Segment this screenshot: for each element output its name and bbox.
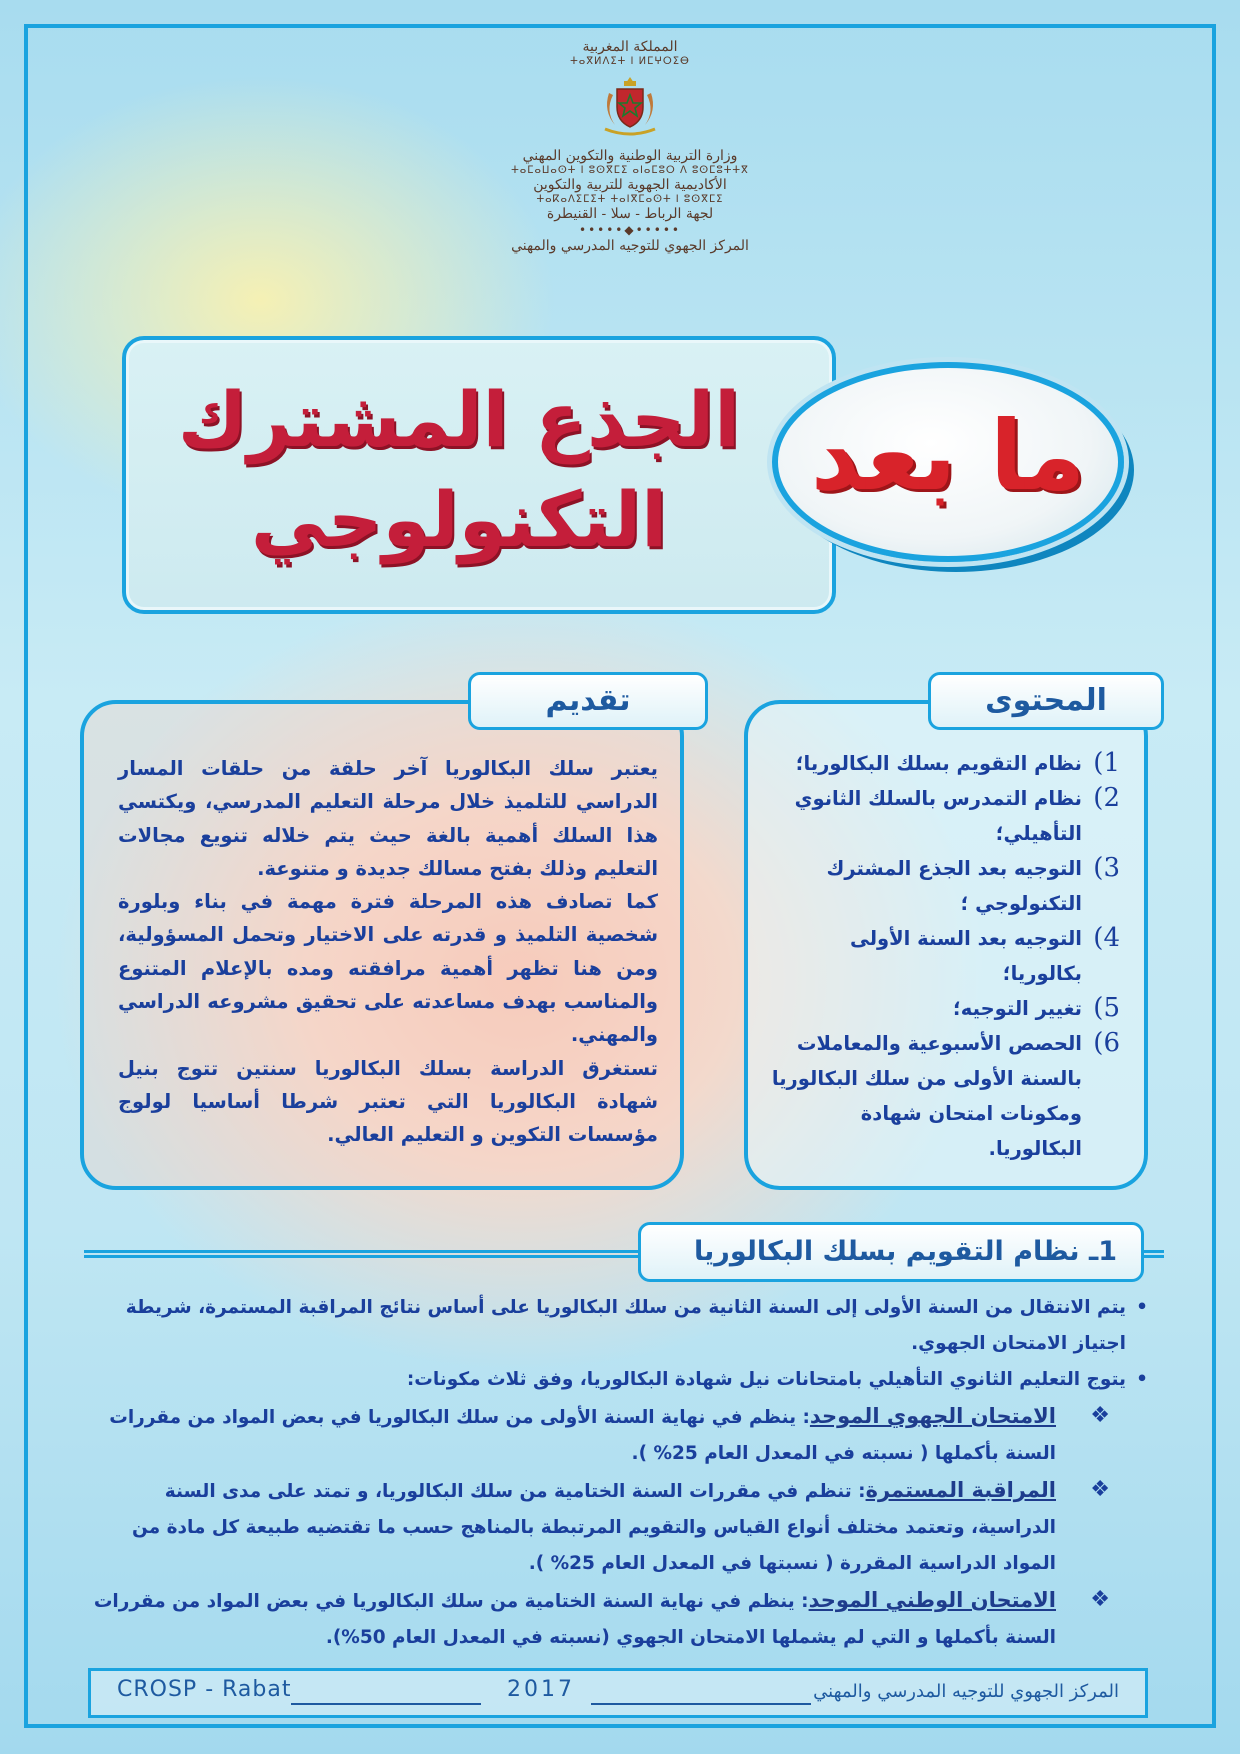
list-item-number: 2) xyxy=(1093,783,1120,813)
component-item xyxy=(92,1398,1152,1472)
list-item xyxy=(770,746,1120,781)
list-item xyxy=(770,921,1120,991)
intro-heading: تقديم xyxy=(468,672,708,730)
contents-heading: المحتوى xyxy=(928,672,1164,730)
component-label: المراقبة المستمرة xyxy=(865,1478,1056,1502)
list-item xyxy=(770,1026,1120,1166)
header-ornament: •••••◆••••• xyxy=(578,223,681,237)
list-item-number: 1) xyxy=(1093,748,1120,778)
region-name: لجهة الرباط - سلا - القنيطرة xyxy=(546,206,714,222)
intro-text xyxy=(118,752,658,1152)
list-item-text: التوجيه بعد السنة الأولى بكالوريا؛ xyxy=(849,927,1082,985)
contents-list xyxy=(770,746,1120,1166)
component-text: : ينظم في نهاية السنة الختامية من سلك البكالوريا في بعض المواد من مقررات السنة بأكملها و التي لم يشملها الامتحان الجهوي (نسبته في المعدل العام 50%). xyxy=(93,1591,1056,1648)
header xyxy=(480,38,780,255)
footer-rule xyxy=(291,1703,481,1705)
diamond-bullet-icon: ❖ xyxy=(1090,1587,1110,1612)
component-label: الامتحان الوطني الموحد xyxy=(808,1588,1056,1612)
academy-name: الأكاديمية الجهوية للتربية والتكوين xyxy=(533,177,727,193)
list-item xyxy=(770,851,1120,921)
section-1-body xyxy=(92,1290,1152,1656)
kingdom-name: المملكة المغربية xyxy=(582,39,678,55)
main-title xyxy=(126,370,792,570)
bullet-item: • يتم الانتقال من السنة الأولى إلى السنة الثانية من سلك البكالوريا على أساس نتائج المراقبة المستمرة، شريطة اجتياز الامتحان الجهوي. xyxy=(92,1290,1152,1362)
component-text: : ينظم في نهاية السنة الأولى من سلك البكالوريا في بعض المواد من مقررات السنة بأكملها ( نسبته في المعدل العام 25% ). xyxy=(109,1407,1056,1464)
component-label: الامتحان الجهوي الموحد xyxy=(809,1404,1056,1428)
diamond-bullet-icon: ❖ xyxy=(1090,1477,1110,1502)
royal-emblem-icon xyxy=(595,71,665,137)
list-item-number: 5) xyxy=(1093,993,1120,1023)
list-item-number: 3) xyxy=(1093,853,1120,883)
ministry-name: وزارة التربية الوطنية والتكوين المهني xyxy=(522,148,738,164)
kingdom-name-tifinagh: ⵜⴰⴳⵍⴷⵉⵜ ⵏ ⵍⵎⵖⵔⵉⴱ xyxy=(570,56,690,67)
component-text: : تنظم في مقررات السنة الختامية من سلك البكالوريا، و تمتد على مدى السنة الدراسية، وتعتمد مختلف أنواع القياس والتقويم المرتبطة بالمناهج حسب ما تقتضيه طبيعة كل مادة من المواد الدراسية المقررة ( نسبتها في المعدل العام 25% ). xyxy=(132,1481,1056,1574)
list-item-text: نظام التمدرس بالسلك الثانوي التأهيلي؛ xyxy=(794,787,1082,845)
list-item xyxy=(770,991,1120,1026)
section-1-heading: 1ـ نظام التقويم بسلك البكالوريا xyxy=(638,1222,1144,1282)
title-badge xyxy=(772,362,1124,562)
footer xyxy=(88,1668,1148,1718)
list-item-number: 6) xyxy=(1093,1028,1120,1058)
center-name: المركز الجهوي للتوجيه المدرسي والمهني xyxy=(511,238,749,254)
ministry-name-tifinagh: ⵜⴰⵎⴰⵡⴰⵙⵜ ⵏ ⵓⵙⴳⵎⵉ ⴰⵏⴰⵎⵓⵔ ⴷ ⵓⵙⵎⵓⵜⵜⴳ xyxy=(511,165,749,176)
footer-org-latin: CROSP - Rabat xyxy=(117,1677,292,1702)
footer-year: 2017 xyxy=(507,1677,575,1702)
list-item-text: تغيير التوجيه؛ xyxy=(953,997,1082,1020)
title-badge-text: ما بعد xyxy=(810,400,1086,512)
title-line-2: التكنولوجي xyxy=(250,475,668,564)
intro-paragraph-3: تستغرق الدراسة بسلك البكالوريا سنتين تتوج بنيل شهادة البكالوريا التي تعتبر شرطا أساسيا لولوج مؤسسات التكوين و التعليم العالي. xyxy=(118,1056,658,1147)
footer-rule xyxy=(591,1703,811,1705)
footer-org-arabic: المركز الجهوي للتوجيه المدرسي والمهني xyxy=(813,1681,1119,1702)
list-item-text: نظام التقويم بسلك البكالوريا؛ xyxy=(795,752,1082,775)
diamond-bullet-icon: ❖ xyxy=(1090,1403,1110,1428)
intro-paragraph-1: يعتبر سلك البكالوريا آخر حلقة من حلقات المسار الدراسي للتلميذ خلال مرحلة التعليم المدرسي، ويكتسي هذا السلك أهمية بالغة حيث يتم خلاله تنويع مجالات التعليم وذلك بفتح مسالك جديدة و متنوعة. xyxy=(118,757,658,880)
academy-name-tifinagh: ⵜⴰⴽⴰⴷⵉⵎⵉⵜ ⵜⴰⵏⴳⵎⴰⵙⵜ ⵏ ⵓⵙⴳⵎⵉ xyxy=(536,194,724,205)
component-item xyxy=(92,1472,1152,1582)
list-item-text: الحصص الأسبوعية والمعاملات بالسنة الأولى من سلك البكالوريا ومكونات امتحان شهادة البكالوريا. xyxy=(771,1032,1082,1160)
list-item xyxy=(770,781,1120,851)
title-box xyxy=(122,336,836,614)
component-item xyxy=(92,1582,1152,1656)
intro-paragraph-2: كما تصادف هذه المرحلة فترة مهمة في بناء وبلورة شخصية التلميذ و قدرته على الاختيار وتحمل المسؤولية، ومن هنا تظهر أهمية مرافقته ومده بالإعلام المتنوع والمناسب بهدف مساعدته على تحقيق مشروعه الدراسي والمهني. xyxy=(118,890,658,1047)
bullet-item: • يتوج التعليم الثانوي التأهيلي بامتحانات نيل شهادة البكالوريا، وفق ثلاث مكونات: xyxy=(92,1362,1152,1398)
list-item-text: التوجيه بعد الجذع المشترك التكنولوجي ؛ xyxy=(826,857,1082,915)
title-line-1: الجذع المشترك xyxy=(177,375,741,464)
list-item-number: 4) xyxy=(1093,923,1120,953)
